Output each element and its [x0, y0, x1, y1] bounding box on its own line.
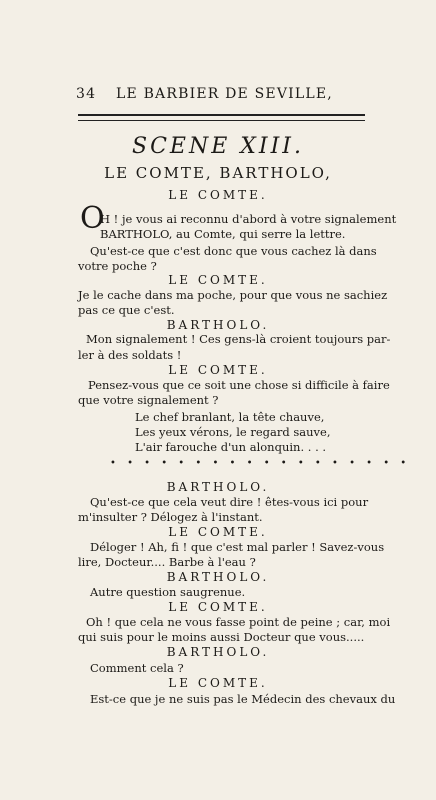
text-line: lire, Docteur.... Barbe à l'eau ?	[78, 555, 256, 569]
text-line: Autre question saugrenue.	[90, 585, 246, 599]
text-line: Oh ! que cela ne vous fasse point de peine ; car, moi	[86, 615, 391, 629]
verse-line: Les yeux vérons, le regard sauve,	[135, 425, 331, 439]
verse-line: L'air farouche d'un alonquin. . . .	[135, 440, 327, 454]
ellipsis-row: • • • • • • • • • • • • • • • • • •	[110, 458, 411, 469]
speaker-heading: LE COMTE.	[168, 273, 268, 287]
speaker-heading: LE COMTE.	[168, 676, 268, 690]
scene-title: SCENE XIII.	[132, 134, 304, 159]
speaker-heading: LE COMTE.	[168, 600, 268, 614]
text-line: Est-ce que je ne suis pas le Médecin des chevaux du	[90, 692, 396, 706]
speaker-heading: BARTHOLO.	[166, 570, 270, 584]
text-line: Qu'est-ce que c'est donc que vous cachez là dans	[90, 244, 377, 258]
text-line: Qu'est-ce que cela veut dire ! êtes-vous ici pour	[90, 495, 369, 509]
text-line: Déloger ! Ah, fi ! que c'est mal parler ! Savez-vous	[90, 540, 385, 554]
verse-line: Le chef branlant, la tête chauve,	[135, 410, 325, 424]
text-line: Comment cela ?	[90, 661, 184, 675]
text-line: H ! je vous ai reconnu d'abord à votre signalement	[100, 212, 397, 226]
text-line: qui suis pour le moins aussi Docteur que vous.....	[78, 630, 365, 644]
drop-cap: O	[80, 201, 105, 236]
text-line: votre poche ?	[78, 259, 157, 273]
text-line: Pensez-vous que ce soit une chose si difficile à faire	[88, 378, 390, 392]
page-number: 34	[76, 86, 97, 102]
scene-characters: LE COMTE, BARTHOLO,	[104, 164, 332, 182]
running-title: LE BARBIER DE SEVILLE,	[116, 86, 333, 102]
speaker-heading: BARTHOLO.	[166, 645, 270, 659]
header-rule	[78, 114, 365, 121]
speaker-heading: BARTHOLO.	[166, 480, 270, 494]
text-line: pas ce que c'est.	[78, 303, 175, 317]
text-line: m'insulter ? Délogez à l'instant.	[78, 510, 263, 524]
text-line: ler à des soldats !	[78, 348, 182, 362]
text-line: Mon signalement ! Ces gens-là croient toujours par-	[86, 332, 391, 346]
text-line: Je le cache dans ma poche, pour que vous ne sachiez	[78, 288, 388, 302]
speaker-heading: LE COMTE.	[168, 188, 268, 202]
speaker-heading: BARTHOLO.	[166, 318, 270, 332]
text-line: BARTHOLO, au Comte, qui serre la lettre.	[100, 227, 346, 241]
speaker-heading: LE COMTE.	[168, 525, 268, 539]
page-header	[76, 86, 376, 106]
text-line: que votre signalement ?	[78, 393, 219, 407]
speaker-heading: LE COMTE.	[168, 363, 268, 377]
